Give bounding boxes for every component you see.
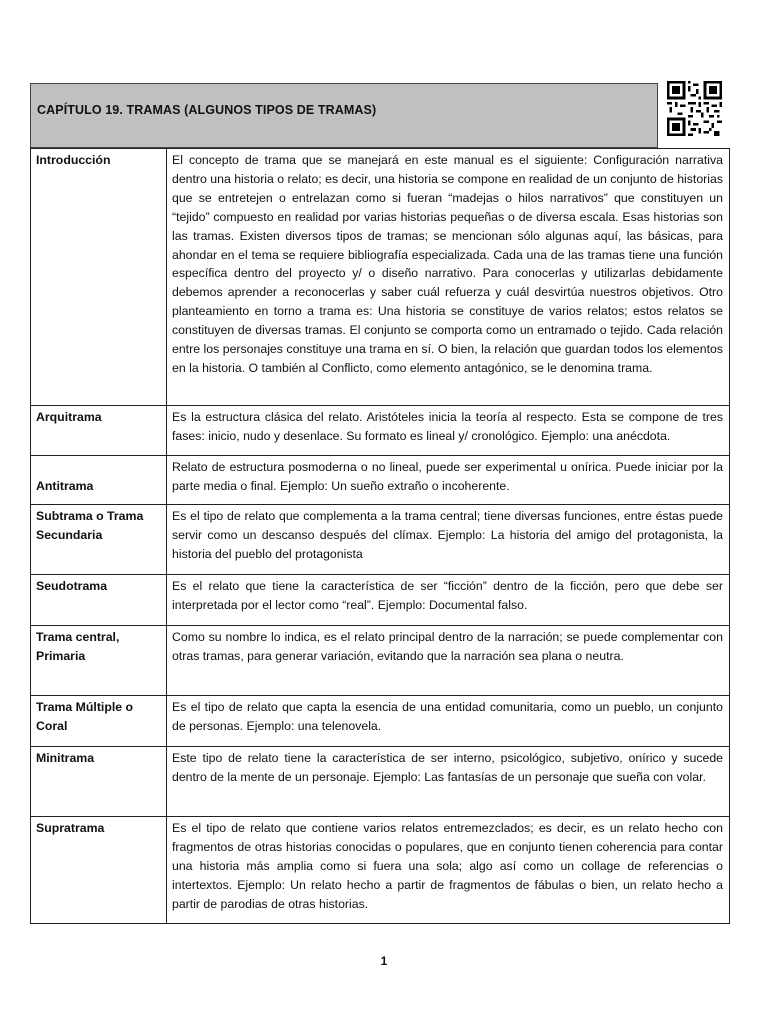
table-row	[31, 505, 730, 575]
page-number: 1	[380, 954, 388, 968]
definition-cell: Es el tipo de relato que complementa a la trama central; tiene diversas funciones, entre éstas puede servir como un descanso después del clímax. Ejemplo: La historia del amigo del protagonista, la historia del pueblo del protagonista	[167, 505, 730, 575]
term-cell: Subtrama o Trama Secundaria	[31, 505, 167, 575]
term-cell: Introducción	[31, 149, 167, 406]
table-row	[31, 817, 730, 924]
term-cell: Minitrama	[31, 747, 167, 817]
table-row	[31, 575, 730, 626]
table-row	[31, 696, 730, 747]
tramas-table	[30, 148, 730, 924]
chapter-header	[30, 83, 658, 148]
qr-code-icon	[666, 81, 723, 136]
table-row	[31, 406, 730, 456]
table-row	[31, 626, 730, 696]
chapter-title: CAPÍTULO 19. TRAMAS (ALGUNOS TIPOS DE TRAMAS)	[37, 103, 377, 117]
definition-text: El concepto de trama que se manejará en este manual es el siguiente: Configuración narrativa dentro una historia o relato; es decir, una historia se compone en realidad de un conjunto de historias que se entretejen o entrelazan como si fueran “madejas o hilos narrativos” que constituyen un “tejido” compuesto en realidad por varias historias pequeñas o de diversa escala. Esas historias son las tramas. Existen diversos tipos de tramas; se mencionan sólo algunas aquí, las básicas, para ahondar en el tema se requiere bibliografía especializada. Cada una de las tramas tiene una función específica dentro del proyecto y/ o diseño narrativo. Para conocerlas y utilizarlas debidamente debemos aprender a reconocerlas y saber cuál refuerza y cuál desvirtúa nuestros objetivos. Otro planteamiento en torno a trama es: Una historia se constituye de varios relatos; estos relatos se constituyen de diversas tramas. El conjunto se comporta como un entramado o tejido. Cada relación entre los personajes constituye una trama en sí. O bien, la relación que guardan todos los elementos en la historia. O también al Conflicto, como elemento antagónico, se le denomina trama.	[172, 153, 723, 375]
definition-cell: Es el relato que tiene la característica de ser “ficción” dentro de la ficción, pero que debe ser interpretada por el lector como “real”. Ejemplo: Documental falso.	[167, 575, 730, 626]
term-cell: Trama central, Primaria	[31, 626, 167, 696]
table-row	[31, 747, 730, 817]
definition-cell: Como su nombre lo indica, es el relato principal dentro de la narración; se puede complementar con otras tramas, para generar variación, evitando que la narración sea plana o neutra.	[167, 626, 730, 696]
definition-cell: Este tipo de relato tiene la característica de ser interno, psicológico, subjetivo, onírico y sucede dentro de la mente de un personaje. Ejemplo: Las fantasías de un personaje que sueña con volar.	[167, 747, 730, 817]
definition-cell	[167, 149, 730, 406]
definition-cell: Es la estructura clásica del relato. Aristóteles inicia la teoría al respecto. Esta se compone de tres fases: inicio, nudo y desenlace. Su formato es lineal y/ cronológico. Ejemplo: una anécdota.	[167, 406, 730, 456]
term-cell: Seudotrama	[31, 575, 167, 626]
definition-cell: Relato de estructura posmoderna o no lineal, puede ser experimental u onírica. Puede iniciar por la parte media o final. Ejemplo: Un sueño extraño o incoherente.	[167, 456, 730, 505]
term-cell: Supratrama	[31, 817, 167, 924]
term-cell: Antitrama	[31, 456, 167, 505]
definition-cell: Es el tipo de relato que contiene varios relatos entremezclados; es decir, es un relato hecho con fragmentos de otras historias conocidas o populares, que en conjunto tienen coherencia para contar una historia más amplia como si fuera una sola; algo así como un collage de referencias o intertextos. Ejemplo: Un relato hecho a partir de fragmentos de fábulas o bien, un relato hecho a partir de parodias de otras historias.	[167, 817, 730, 924]
definition-cell: Es el tipo de relato que capta la esencia de una entidad comunitaria, como un pueblo, un conjunto de personas. Ejemplo: una telenovela.	[167, 696, 730, 747]
term-cell: Trama Múltiple o Coral	[31, 696, 167, 747]
table-row	[31, 456, 730, 505]
term-cell: Arquitrama	[31, 406, 167, 456]
table-row	[31, 149, 730, 406]
